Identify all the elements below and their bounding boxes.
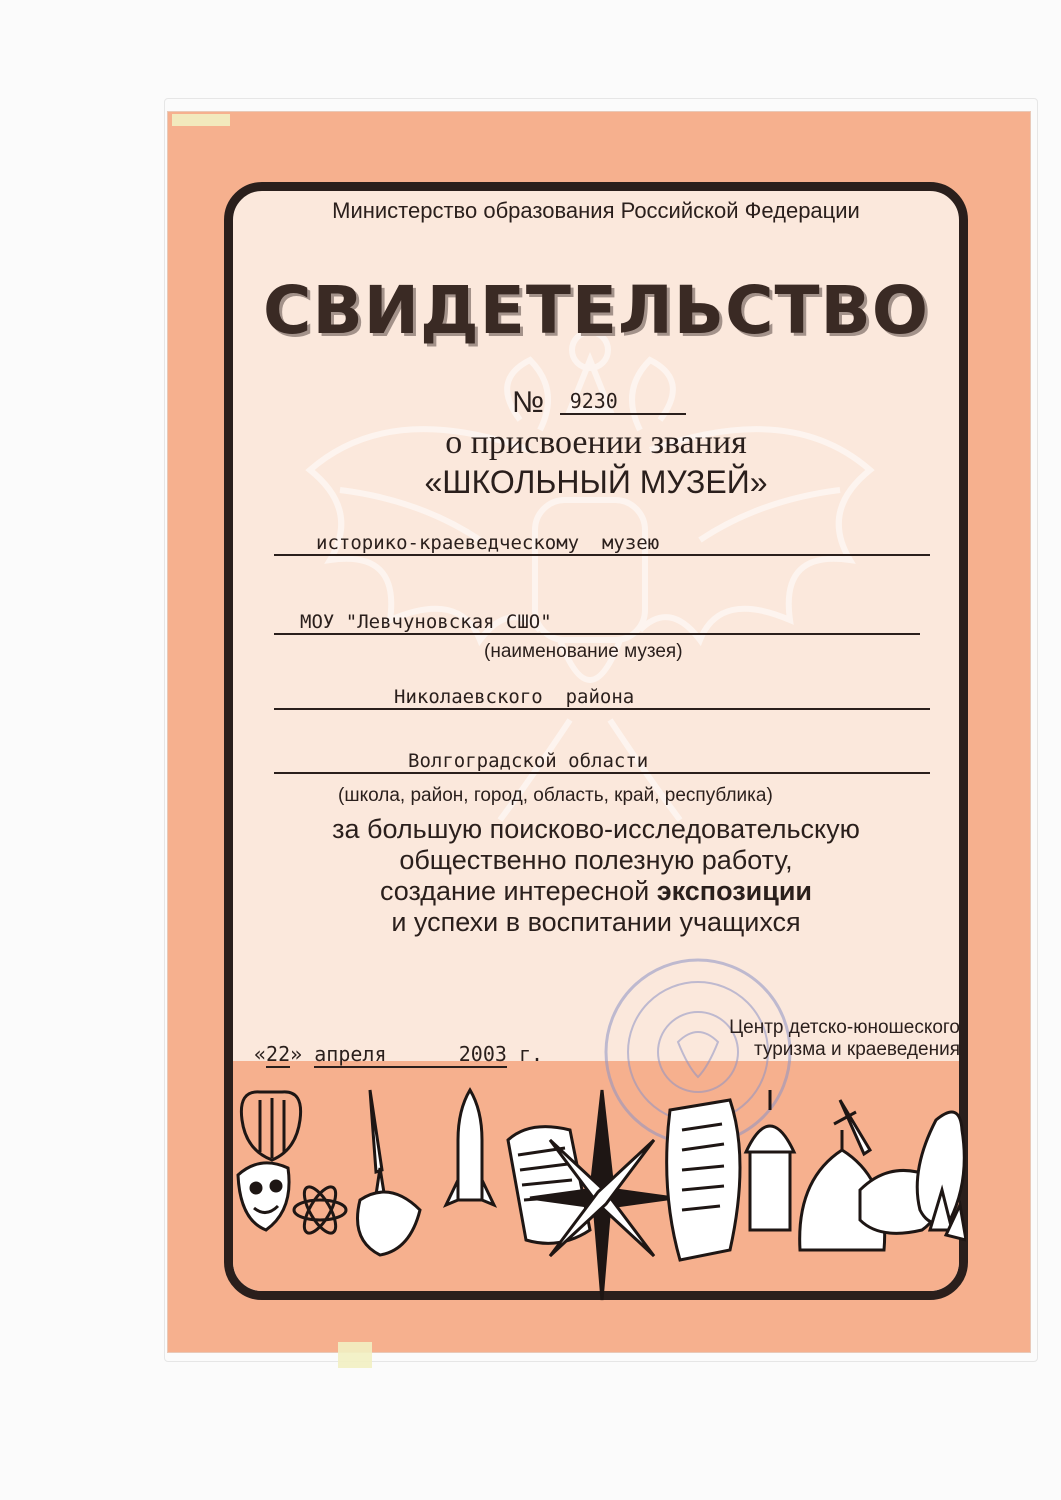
location-line-2: Волгоградской области	[274, 750, 930, 774]
certificate-title: СВИДЕТЕЛЬСТВО	[263, 272, 929, 349]
tape-strip	[172, 114, 230, 126]
location-caption: (школа, район, город, область, край, республика)	[338, 785, 773, 806]
museum-line-1: историко-краеведческому музею	[274, 532, 930, 556]
sword2-icon	[834, 1100, 870, 1154]
subtitle-line-2: «ШКОЛЬНЫЙ МУЗЕЙ»	[424, 464, 768, 500]
reason-line	[224, 876, 968, 907]
reason-line: и успехи в воспитании учащихся	[391, 907, 801, 937]
rocket-icon	[446, 1090, 494, 1205]
issue-date	[254, 1042, 543, 1066]
number-sign: №	[512, 386, 545, 419]
reason-text: создание интересной	[379, 876, 650, 906]
decorative-border	[230, 1080, 966, 1310]
award-reason	[224, 814, 968, 938]
reason-line: за большую поисково-исследовательскую	[332, 814, 860, 844]
subtitle-line-1: о присвоении звания	[445, 424, 747, 461]
organization-line: Центр детско-юношеского	[729, 1017, 960, 1038]
issuing-organization	[640, 1017, 960, 1061]
organization-line: туризма и краеведения	[754, 1039, 960, 1060]
lyre-icon	[241, 1092, 300, 1160]
museum-caption: (наименование музея)	[484, 641, 683, 662]
theatre-mask-icon	[238, 1163, 289, 1230]
museum-line-2: МОУ "Левчуновская СШО"	[274, 611, 920, 635]
document-scroll-icon	[667, 1100, 740, 1260]
date-month: апреля	[314, 1042, 387, 1066]
date-day: 22	[266, 1042, 291, 1066]
date-open-quote: «	[254, 1042, 267, 1066]
atom-icon	[294, 1182, 346, 1237]
compass-rose-icon	[530, 1090, 674, 1300]
date-close-quote: »	[290, 1042, 303, 1066]
sword-icon	[358, 1090, 421, 1255]
location-line-1: Николаевского района	[274, 686, 930, 710]
reason-bold-word: экспозиции	[656, 876, 813, 906]
ministry-header: Министерство образования Российской Федерации	[332, 198, 860, 223]
reason-line: общественно полезную работу,	[399, 845, 793, 875]
tape-strip	[338, 1342, 372, 1368]
date-year: 2003	[458, 1042, 507, 1066]
church-icon	[746, 1090, 794, 1230]
date-year-suffix: г.	[518, 1042, 544, 1066]
eagle-emblem-icon	[270, 300, 910, 860]
certificate-number-row	[512, 386, 686, 420]
certificate-number: 9230	[560, 389, 686, 415]
